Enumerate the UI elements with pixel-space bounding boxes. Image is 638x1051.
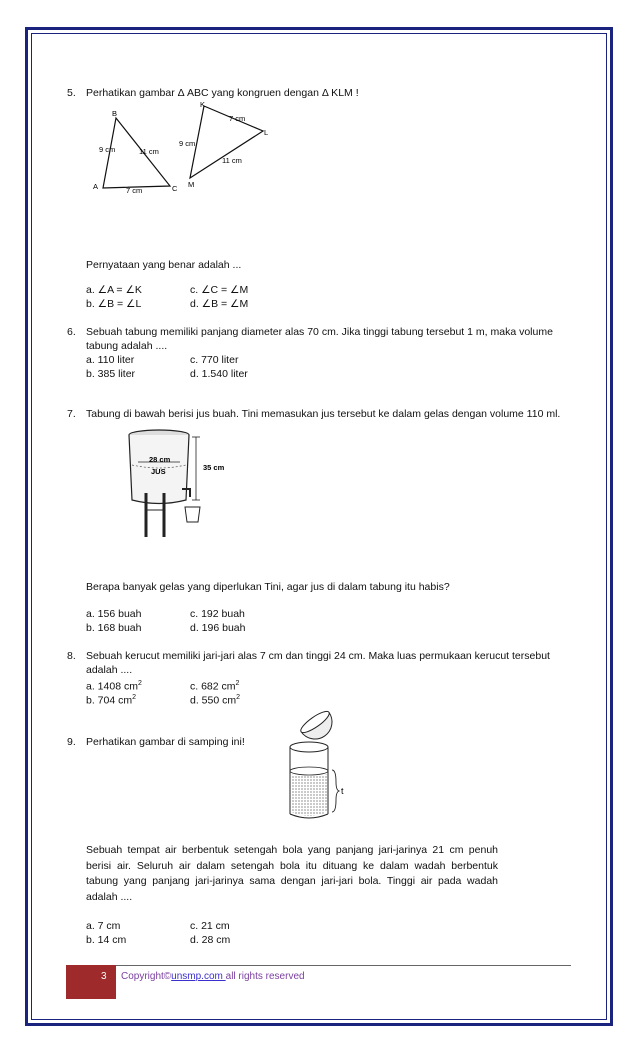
label-l: L [264,128,269,137]
footer-page-box [66,965,116,999]
q8-option-d: d. 550 $cm^2$ [190,694,241,707]
footer-divider [116,965,571,966]
q5-option-c: c. ∠C = ∠M [190,284,249,296]
question-5-text: Perhatikan gambar Δ ABC yang kongruen dengan Δ KLM ! [86,87,359,99]
question-6-line2: tabung adalah .... [86,340,168,352]
q5-option-d: d. ∠B = ∠M [190,298,249,310]
para-line-2: berisi air. Seluruh air dalam setengah bola itu dituang ke dalam wadah berbentuk [86,859,498,872]
question-5-number: 5. [67,87,76,99]
q8-option-b: b. 704 $cm^2$ [86,694,137,707]
tank-height-label: 35 cm [203,463,225,472]
para-line-4: adalah .... [86,890,133,903]
q6-option-c: c. 770 liter [190,354,239,366]
hemisphere-cylinder-figure [280,704,360,824]
question-6-number: 6. [67,326,76,338]
tank-diameter-label: 28 cm [149,455,171,464]
question-9-number: 9. [67,736,76,748]
label-ml: 11 cm [222,156,242,165]
q9-option-a: a. 7 cm [86,920,121,932]
tank-jus-label: JUS [151,467,166,476]
question-5-prompt: Pernyataan yang benar adalah ... [86,259,242,271]
label-bc: 11 cm [139,147,159,156]
q6-option-d: d. 1.540 liter [190,368,248,380]
label-ab: 9 cm [99,145,116,154]
q6-option-b: b. 385 liter [86,368,136,380]
question-7-number: 7. [67,408,76,420]
rights-text: all rights reserved [225,971,305,982]
q7-option-c: c. 192 buah [190,608,245,620]
label-ac: 7 cm [126,186,143,195]
q6-option-a: a. 110 liter [86,354,135,366]
q8-option-a: a. 1408 $cm^2$ [86,680,142,693]
footer-page-number: 3 [101,971,107,982]
triangles-figure [88,98,278,202]
q8-option-c: c. 682 $cm^2$ [190,680,240,693]
question-7-prompt: Berapa banyak gelas yang diperlukan Tini, agar jus di dalam tabung itu habis? [86,581,450,593]
label-b: B [112,109,118,118]
q9-option-b: b. 14 cm [86,934,127,946]
footer-copyright [121,971,305,982]
question-8-number: 8. [67,650,76,662]
para-line-1: Sebuah tempat air berbentuk setengah bola yang panjang jari-jarinya 21 cm penuh [86,844,498,856]
label-m: M [188,180,195,189]
q7-option-a: a. 156 buah [86,608,142,620]
q7-option-d: d. 196 buah [190,622,246,634]
q9-option-d: d. 28 cm [190,934,231,946]
label-kl: 7 cm [229,114,246,123]
para-line-3: tabung yang panjang jari-jarinya sama dengan jari-jari bola. Tinggi air pada wadah [86,875,498,887]
question-9-text: Perhatikan gambar di samping ini! [86,736,245,748]
q5-option-a: a. ∠A = ∠K [86,284,142,296]
q9-option-c: c. 21 cm [190,920,230,932]
water-height-label: t [341,786,344,796]
footer-link[interactable]: unsmp.com [171,971,226,982]
label-km: 9 cm [179,139,196,148]
juice-tank-figure [124,425,236,540]
label-k: K [200,100,206,109]
label-a: A [93,182,99,191]
copyright-text: Copyright© [121,971,172,982]
question-7-text: Tabung di bawah berisi jus buah. Tini memasukan jus tersebut ke dalam gelas dengan volume 110 ml. [86,408,561,420]
q5-option-b: b. ∠B = ∠L [86,298,142,310]
q7-option-b: b. 168 buah [86,622,142,634]
question-8-line2: adalah .... [86,664,133,676]
question-6-line1: Sebuah tabung memiliki panjang diameter alas 70 cm. Jika tinggi tabung tersebut 1 m, maka volume [86,326,553,338]
question-8-line1: Sebuah kerucut memiliki jari-jari alas 7 cm dan tinggi 24 cm. Maka luas permukaan kerucut tersebut [86,650,550,662]
label-c: C [172,184,178,193]
question-9-paragraph [86,843,498,905]
